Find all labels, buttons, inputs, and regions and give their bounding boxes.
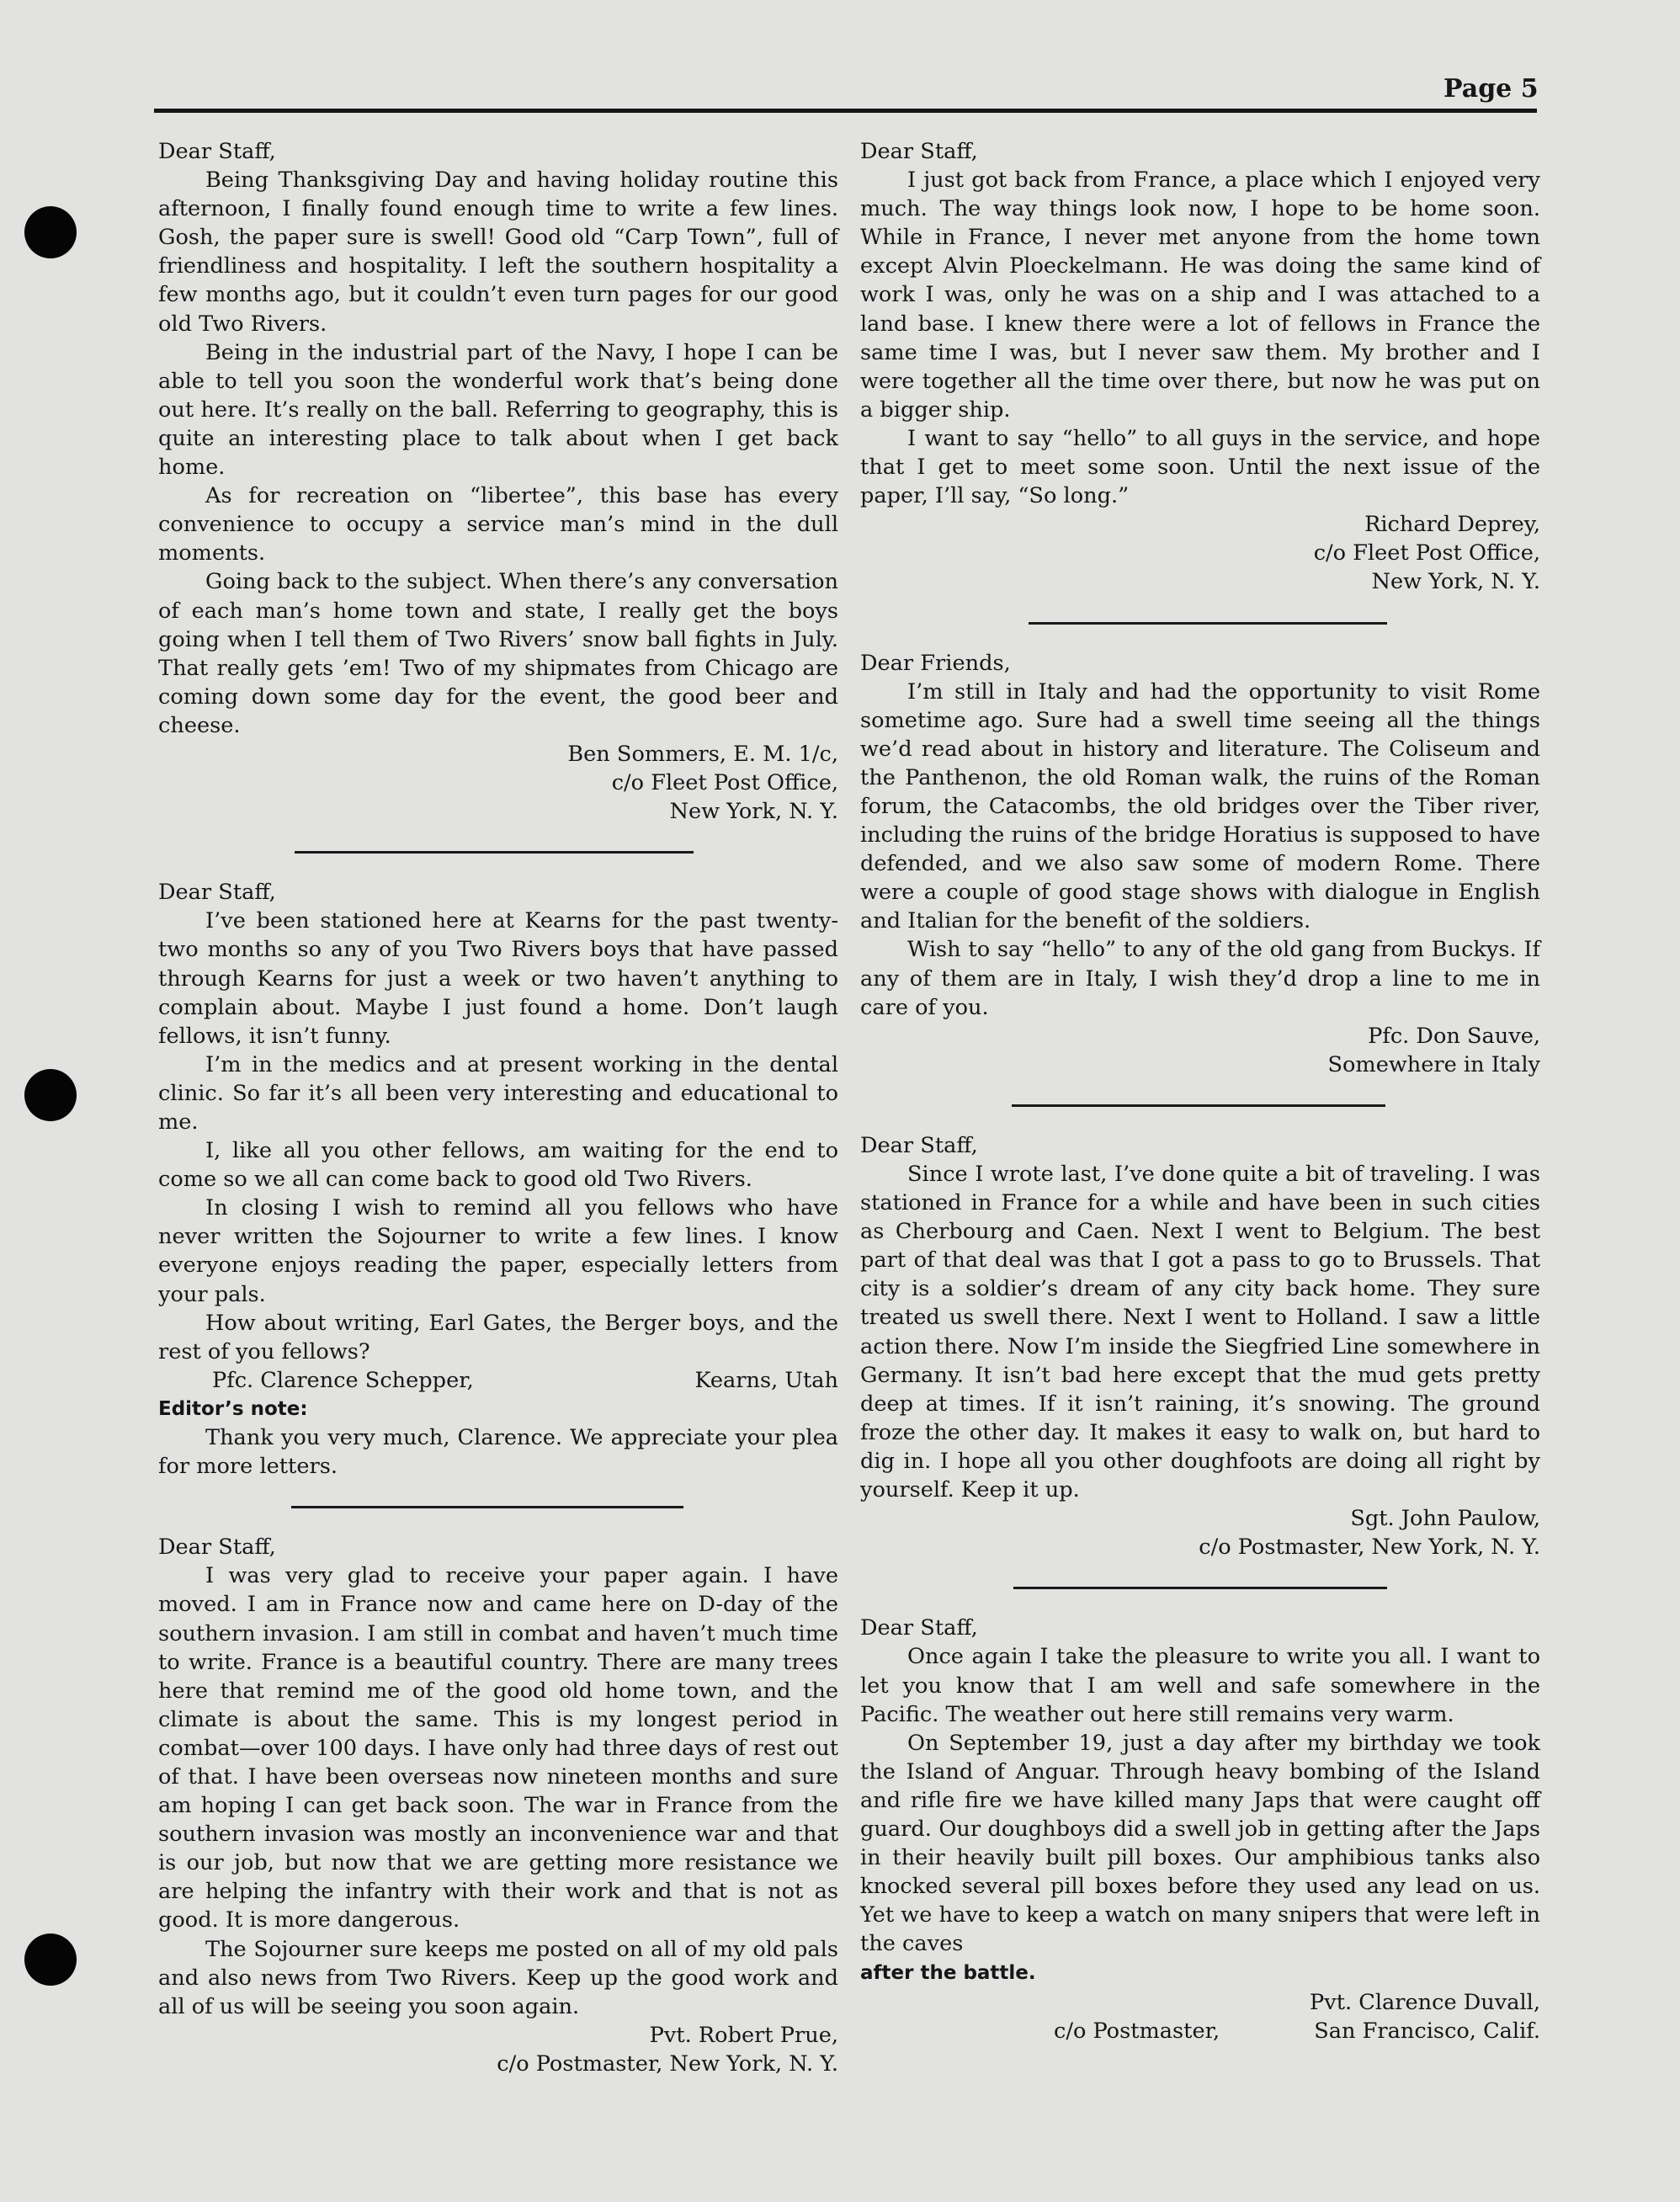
letter-ben-sommers	[158, 137, 838, 826]
letter-divider	[860, 1079, 1540, 1131]
paragraph: Being Thanksgiving Day and having holiday routine this afternoon, I finally found enough time to write a few lines. Gosh, the paper sure is swell! Good old “Carp Town”, full of friendliness and hospitality. I left the southern hospitality a few months ago, but it couldn’t even turn pages for our good old Two Rivers.	[158, 168, 838, 337]
paragraph: I’ve been stationed here at Kearns for the past twenty-two months so any of you Two Rivers boys that have passed through Kearns for just a week or two haven’t anything to complain about. Maybe I just found a home. Don’t laugh fellows, it isn’t funny.	[158, 908, 838, 1049]
letter-john-paulow	[860, 1131, 1540, 1561]
signature-line: Pfc. Don Sauve,	[1368, 1023, 1540, 1049]
signature-line: c/o Fleet Post Office,	[611, 770, 838, 796]
closing-bold-text: after the battle.	[860, 1962, 1036, 1985]
paragraph: In closing I wish to remind all you fellows who have never written the Sojourner to write a few lines. I know everyone enjoys reading the paper, especially letters from your pals.	[158, 1195, 838, 1307]
letter-divider	[158, 826, 838, 878]
paragraph: Going back to the subject. When there’s any conversation of each man’s home town and state, I really get the boys going when I tell them of Two Rivers’ snow ball fights in July. That really gets ’em! Two of my shipmates from Chicago are coming down some day for the event, the good beer and cheese.	[158, 569, 838, 738]
signature-line: c/o Postmaster, New York, N. Y.	[1199, 1534, 1540, 1561]
paragraph: I, like all you other fellows, am waiting for the end to come so we all can come back to good old Two Rivers.	[158, 1138, 838, 1193]
letter-divider	[860, 597, 1540, 649]
paragraph: On September 19, just a day after my birthday we took the Island of Anguar. Through heavy bombing of the Island and rifle fire we have killed many Japs that were caught off guard. Our doughboys did a swell job in getting after the Japs in their heavily built pill boxes. Our amphibious tanks also knocked several pill boxes before they used any lead on us. Yet we have to keep a watch on many snipers that were left in the caves	[860, 1730, 1540, 1957]
letter-divider	[158, 1481, 838, 1533]
paragraph: I want to say “hello” to all guys in the service, and hope that I get to meet some soon. Until the next issue of the paper, I’ll say, “So long.”	[860, 425, 1540, 509]
signature-line: Pvt. Clarence Duvall,	[1310, 1989, 1540, 2015]
signature-line: c/o Fleet Post Office,	[1313, 540, 1540, 566]
page-number: Page 5	[1443, 74, 1539, 104]
signature-line: Sgt. John Paulow,	[1350, 1506, 1540, 1532]
letter-richard-deprey	[860, 137, 1540, 597]
letter-clarence-duvall	[860, 1614, 1540, 2045]
signature-line: New York, N. Y.	[1371, 569, 1540, 595]
signature-line: Richard Deprey,	[1364, 512, 1540, 538]
binder-hole-middle	[24, 1069, 77, 1121]
letter-don-sauve	[860, 649, 1540, 1079]
salutation: Dear Friends,	[860, 650, 1011, 676]
signature-line: New York, N. Y.	[669, 799, 838, 825]
signature-left: c/o Postmaster,	[1054, 2018, 1220, 2044]
binder-hole-bottom	[24, 1933, 77, 1986]
letter-divider	[860, 1561, 1540, 1614]
closing-phrase	[860, 1958, 1540, 1987]
paragraph: I just got back from France, a place which I enjoyed very much. The way things look now, I hope to be home soon. While in France, I never met anyone from the home town except Alvin Ploeckelmann. He was doing the same kind of work I was, only he was on a ship and I was attached to a land base. I knew there were a lot of fellows in France the same time I was, but I never saw them. My brother and I were together all the time over there, but now he was put on a bigger ship.	[860, 168, 1540, 423]
letter-clarence-schepper	[158, 878, 838, 1481]
salutation: Dear Staff,	[158, 1534, 276, 1561]
paragraph: As for recreation on “libertee”, this base has every convenience to occupy a service man’s mind in the dull moments.	[158, 483, 838, 566]
paragraph: I’m still in Italy and had the opportunity to visit Rome sometime ago. Sure had a swell time seeing all the things we’d read about in history and literature. The Coliseum and the Panthenon, the old Roman walk, the ruins of the Roman forum, the Catacombs, the old bridges over the Tiber river, including the ruins of the bridge Horatius is supposed to have defended, and we also saw some of modern Rome. There were a couple of good stage shows with dialogue in English and Italian for the benefit of the soldiers.	[860, 678, 1540, 934]
salutation: Dear Staff,	[860, 139, 978, 164]
header-rule	[154, 109, 1537, 113]
signature-line	[158, 1366, 838, 1395]
salutation: Dear Staff,	[158, 139, 276, 164]
editor-note: Thank you very much, Clarence. We appreciate your plea for more letters.	[158, 1425, 838, 1480]
binder-hole-top	[24, 206, 77, 258]
letter-robert-prue	[158, 1533, 838, 2078]
paragraph: Once again I take the pleasure to write you all. I want to let you know that I am well and safe somewhere in the Pacific. The weather out here still remains very warm.	[860, 1644, 1540, 1727]
salutation: Dear Staff,	[158, 880, 276, 906]
signature-line: Pvt. Robert Prue,	[649, 2022, 838, 2048]
paragraph: Since I wrote last, I’ve done quite a bit of traveling. I was stationed in France for a while and have been in such cities as Cherbourg and Caen. Next I went to Belgium. The best part of that deal was that I got a pass to go to Brussels. That city is a soldier’s dream of any city back home. They sure treated us swell there. Next I went to Holland. I saw a little action there. Now I’m inside the Siegfried Line somewhere in Germany. It isn’t bad here except that the mud gets pretty deep at times. If it isn’t raining, it’s snowing. The ground froze the other day. It makes it easy to walk on, but hard to dig in. I hope all you other doughfoots are doing all right by yourself. Keep it up.	[860, 1162, 1540, 1503]
salutation: Dear Staff,	[860, 1132, 978, 1158]
left-column	[158, 137, 838, 2078]
paragraph: How about writing, Earl Gates, the Berger boys, and the rest of you fellows?	[158, 1310, 838, 1364]
paragraph: I was very glad to receive your paper again. I have moved. I am in France now and came here on D-day of the southern invasion. I am still in combat and haven’t much time to write. France is a beautiful country. There are many trees here that remind me of the good old home town, and the climate is about the same. This is my longest period in combat—over 100 days. I have only had three days of rest out of that. I have been overseas now nineteen months and sure am hoping I can get back soon. The war in France from the southern invasion was mostly an inconvenience war and that is our job, but now that we are getting more resistance we are helping the infantry with their work and that is not as good. It is more dangerous.	[158, 1563, 838, 1933]
editor-note-label: Editor’s note:	[158, 1397, 308, 1420]
signature-line: Ben Sommers, E. M. 1/c,	[567, 741, 838, 767]
signature-line: Somewhere in Italy	[1327, 1051, 1540, 1077]
signature-name: Pfc. Clarence Schepper,	[212, 1367, 474, 1393]
paragraph: I’m in the medics and at present working in the dental clinic. So far it’s all been very interesting and educational to me.	[158, 1051, 838, 1135]
signature-line: c/o Postmaster, New York, N. Y.	[497, 2050, 838, 2077]
paragraph: The Sojourner sure keeps me posted on all of my old pals and also news from Two Rivers. Keep up the good work and all of us will be seeing you soon again.	[158, 1936, 838, 2019]
paragraph: Wish to say “hello” to any of the old gang from Buckys. If any of them are in Italy, I wish they’d drop a line to me in care of you.	[860, 937, 1540, 1020]
paragraph: Being in the industrial part of the Navy, I hope I can be able to tell you soon the wonderful work that’s being done out here. It’s really on the ball. Referring to geography, this is quite an interesting place to talk about when I get back home.	[158, 339, 838, 481]
signature-line	[860, 2017, 1540, 2045]
right-column	[860, 137, 1540, 2045]
signature-right: San Francisco, Calif.	[1314, 2018, 1540, 2044]
signature-place: Kearns, Utah	[694, 1367, 838, 1393]
salutation: Dear Staff,	[860, 1615, 978, 1641]
